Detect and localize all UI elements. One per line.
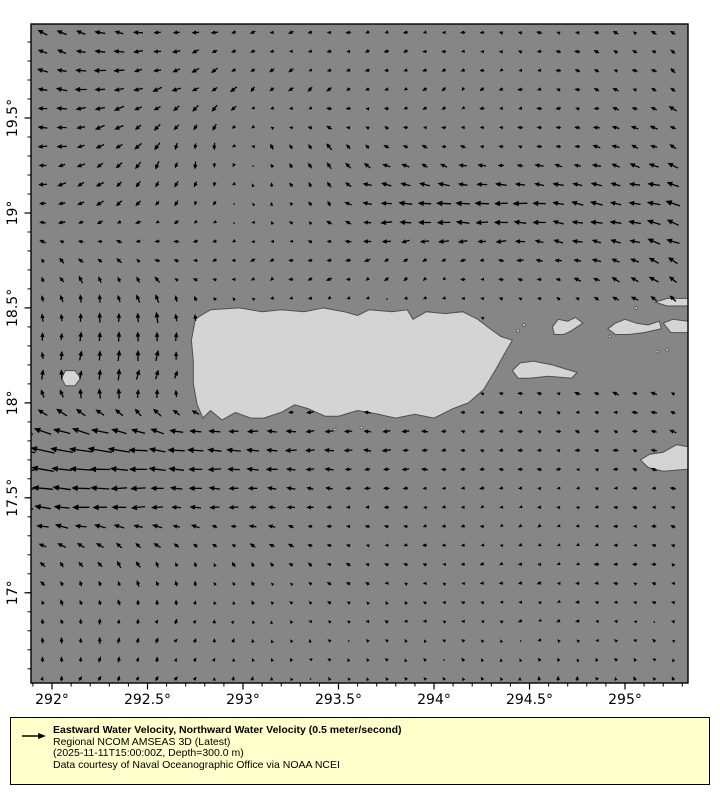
reference-arrow-icon <box>21 727 47 746</box>
legend-courtesy: Data courtesy of Naval Oceanographic Office via NOAA NCEI <box>53 759 340 772</box>
legend-title: Eastward Water Velocity, Northward Water Velocity (0.5 meter/second) <box>53 724 402 736</box>
y-tick-label: 18° <box>5 390 21 416</box>
x-tick-label: 292° <box>35 692 69 708</box>
islet <box>522 324 525 327</box>
x-tick-label: 294° <box>417 692 451 708</box>
island-puerto-rico <box>191 308 512 420</box>
x-tick-label: 293.5° <box>314 692 363 708</box>
legend-dataset: Regional NCOM AMSEAS 3D (Latest) <box>53 735 231 748</box>
x-tick-label: 295° <box>608 692 642 708</box>
islet <box>517 329 520 332</box>
x-tick-label: 294.5° <box>505 692 554 708</box>
islet <box>333 428 336 431</box>
y-tick-label: 18.5° <box>5 288 21 327</box>
islet <box>635 307 638 310</box>
islet <box>608 335 611 338</box>
x-tick-label: 292.5° <box>123 692 172 708</box>
y-tick-label: 17° <box>5 580 21 606</box>
legend-box <box>10 717 710 785</box>
y-tick-label: 17.5° <box>5 478 21 517</box>
legend-time-depth: (2025-11-11T15:00:00Z, Depth=300.0 m) <box>53 747 244 760</box>
islet <box>656 350 659 353</box>
y-tick-label: 19° <box>5 200 21 226</box>
x-tick-label: 293° <box>226 692 260 708</box>
islet <box>666 348 669 351</box>
y-tick-label: 19.5° <box>5 98 21 138</box>
islet <box>360 426 363 429</box>
